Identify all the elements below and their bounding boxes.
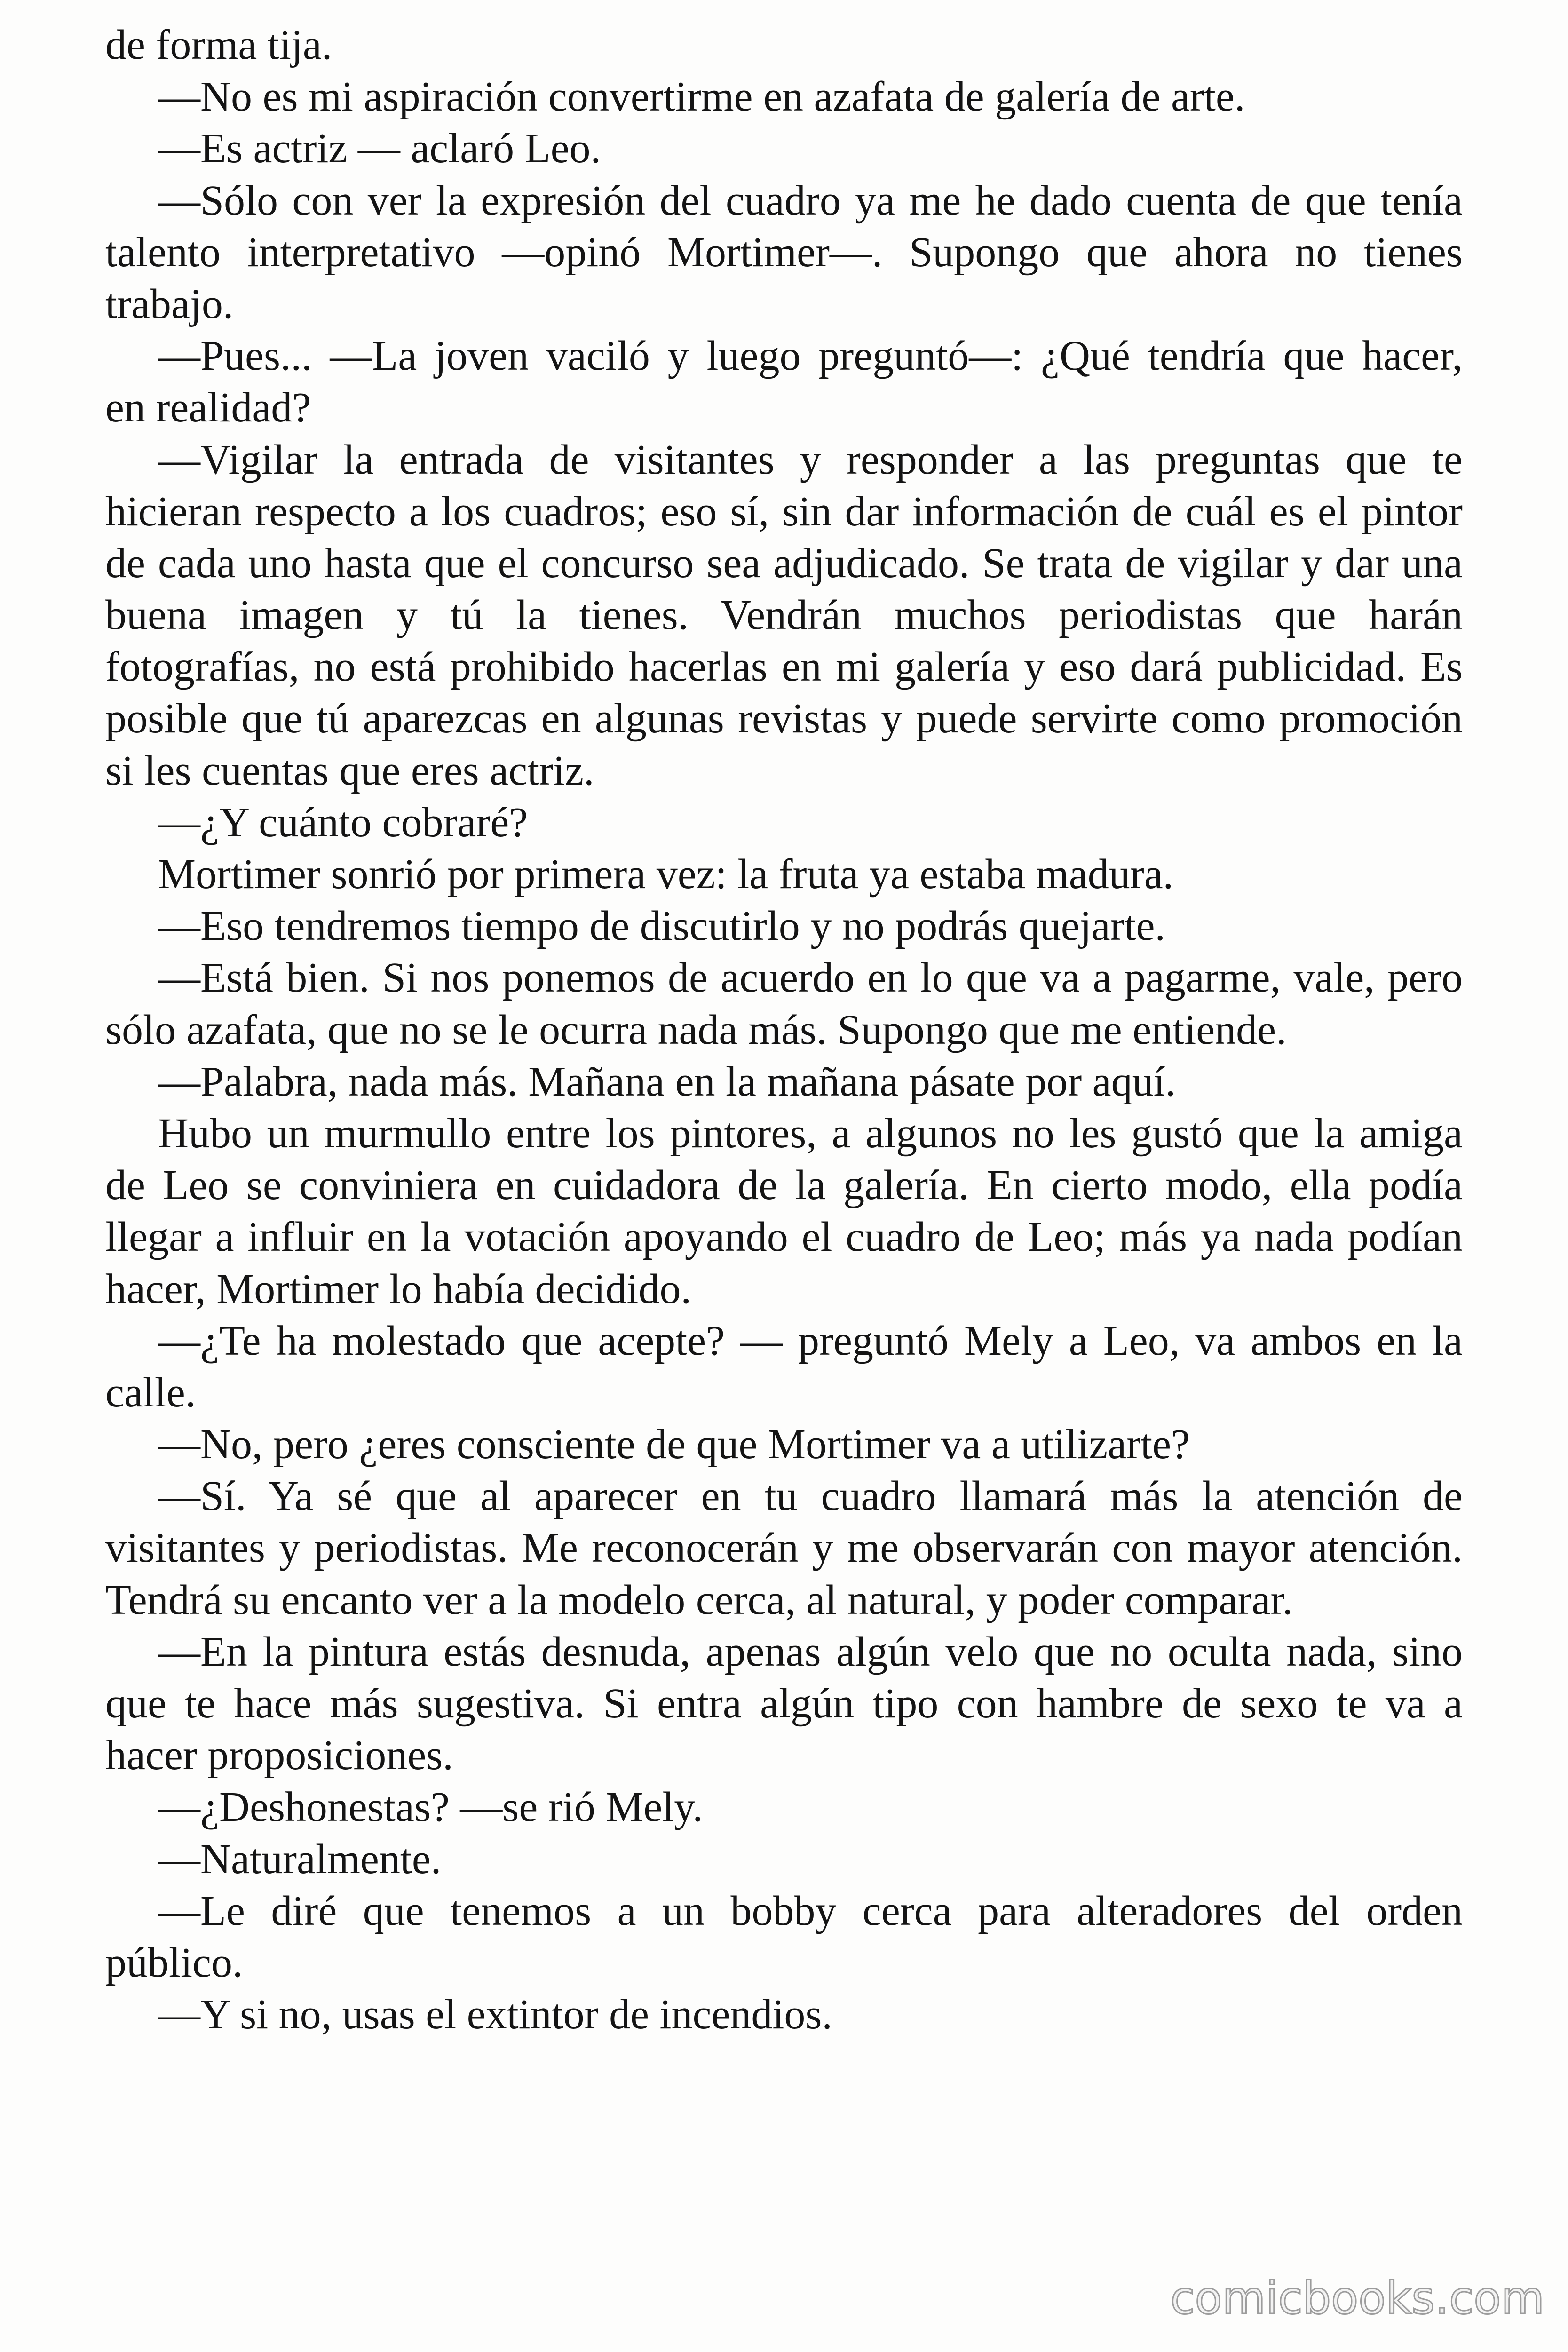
text-line: —En la pintura estás desnuda, apenas algún velo que no oculta nada, sino (158, 1628, 1463, 1675)
text-line: buena imagen y tú la tienes. Vendrán muchos periodistas que harán (105, 592, 1463, 639)
paragraph (105, 1419, 1463, 1470)
text-line: Hubo un murmullo entre los pintores, a algunos no les gustó que la amiga (158, 1110, 1463, 1157)
text-line: —¿Y cuánto cobraré? (158, 799, 528, 846)
text-line: —Naturalmente. (158, 1836, 442, 1883)
paragraph (105, 1781, 1463, 1833)
text-line: visitantes y periodistas. Me reconocerán y me observarán con mayor atención. (105, 1525, 1463, 1572)
text-line: —Es actriz — aclaró Leo. (158, 125, 602, 172)
text-line: —No, pero ¿eres consciente de que Mortimer va a utilizarte? (158, 1421, 1190, 1468)
text-line: de Leo se conviniera en cuidadora de la galería. En cierto modo, ella podía (105, 1162, 1463, 1209)
text-line: hacer, Mortimer lo había decidido. (105, 1265, 691, 1312)
paragraph (105, 1626, 1463, 1782)
text-line: si les cuentas que eres actriz. (105, 747, 594, 794)
text-line: posible que tú aparezcas en algunas revistas y puede servirte como promoción (105, 695, 1463, 742)
text-line: sólo azafata, que no se le ocurra nada más. Supongo que me entiende. (105, 1006, 1287, 1053)
text-line: —Vigilar la entrada de visitantes y responder a las preguntas que te (158, 436, 1463, 483)
text-line: hacer proposiciones. (105, 1732, 453, 1779)
paragraph (105, 1885, 1463, 1989)
text-line: —Sólo con ver la expresión del cuadro ya me he dado cuenta de que tenía (158, 177, 1463, 224)
paragraph (105, 952, 1463, 1056)
text-line: en realidad? (105, 384, 311, 431)
paragraph (105, 175, 1463, 331)
paragraph (105, 71, 1463, 123)
text-line: —¿Te ha molestado que acepte? — preguntó Mely a Leo, va ambos en la (158, 1317, 1463, 1364)
paragraph (105, 1989, 1463, 2041)
paragraph (105, 1315, 1463, 1419)
paragraph (105, 1834, 1463, 1885)
text-line: Mortimer sonrió por primera vez: la fruta ya estaba madura. (158, 851, 1174, 898)
text-line: fotografías, no está prohibido hacerlas en mi galería y eso dará publicidad. Es (105, 644, 1463, 691)
text-line: que te hace más sugestiva. Si entra algún tipo con hambre de sexo te va a (105, 1680, 1463, 1727)
paragraph (105, 900, 1463, 952)
text-line: —Pues... —La joven vaciló y luego preguntó—: ¿Qué tendría que hacer, (158, 333, 1463, 380)
text-line: de cada uno hasta que el concurso sea adjudicado. Se trata de vigilar y dar una (105, 540, 1463, 587)
paragraph (105, 849, 1463, 900)
text-line: —Le diré que tenemos a un bobby cerca para alteradores del orden (158, 1887, 1463, 1934)
paragraph (105, 19, 1463, 71)
text-line: talento interpretativo —opinó Mortimer—. Supongo que ahora no tienes (105, 229, 1463, 276)
page-text (105, 19, 1463, 2041)
text-line: de forma tija. (105, 22, 333, 68)
text-line: trabajo. (105, 280, 234, 327)
text-line: —Eso tendremos tiempo de discutirlo y no podrás quejarte. (158, 903, 1166, 950)
text-line: —No es mi aspiración convertirme en azafata de galería de arte. (158, 73, 1245, 120)
paragraph (105, 123, 1463, 175)
paragraph (105, 1056, 1463, 1108)
watermark: comicbooks.com (1170, 2273, 1544, 2324)
text-line: llegar a influir en la votación apoyando el cuadro de Leo; más ya nada podían (105, 1214, 1463, 1261)
text-line: hicieran respecto a los cuadros; eso sí, sin dar información de cuál es el pintor (105, 488, 1463, 535)
text-line: —Está bien. Si nos ponemos de acuerdo en lo que va a pagarme, vale, pero (158, 954, 1463, 1001)
paragraph (105, 1108, 1463, 1315)
text-line: —Sí. Ya sé que al aparecer en tu cuadro llamará más la atención de (158, 1473, 1463, 1520)
text-line: público. (105, 1939, 243, 1986)
paragraph (105, 797, 1463, 849)
paragraph (105, 434, 1463, 797)
paragraph (105, 1470, 1463, 1626)
text-line: calle. (105, 1369, 196, 1416)
text-line: —Y si no, usas el extintor de incendios. (158, 1991, 832, 2038)
text-line: —Palabra, nada más. Mañana en la mañana pásate por aquí. (158, 1058, 1176, 1105)
text-line: Tendrá su encanto ver a la modelo cerca, al natural, y poder comparar. (105, 1576, 1293, 1623)
text-line: —¿Deshonestas? —se rió Mely. (158, 1784, 703, 1831)
paragraph (105, 330, 1463, 434)
